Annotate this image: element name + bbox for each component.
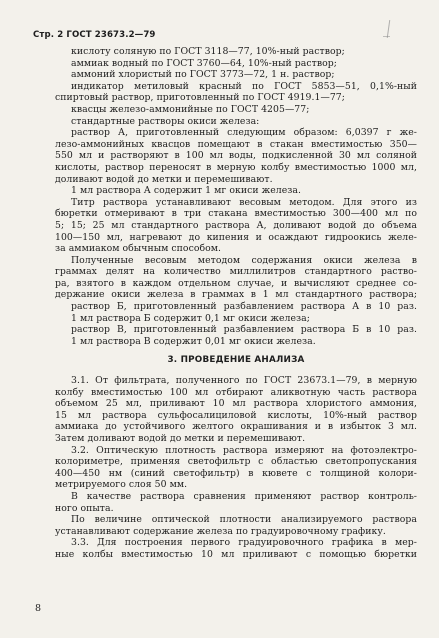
text-line: индикатор метиловый красный по ГОСТ 5853—51, 0,1%-ный (71, 80, 417, 92)
text-line: колбу вместимостью 100 мл отбирают аликвотную часть раствора (55, 386, 417, 398)
text-line: 3.3. Для построения первого градуировочного графика в мер- (71, 537, 417, 549)
document-body (55, 46, 417, 561)
text-line: кислоту соляную по ГОСТ 3118—77, 10%-ный раствор; (71, 46, 345, 57)
text-line: кислоты, раствор переносят в мерную колбу вместимостью 1000 мл, (55, 161, 417, 173)
text-line: бюретки отмеривают в три стакана вместимостью 300—400 мл по (55, 208, 417, 220)
text-line: 5; 15; 25 мл стандартного раствора А, доливают водой до объема (55, 219, 417, 231)
text-line: спиртовый раствор, приготовленный по ГОСТ 4919.1—77; (55, 92, 345, 104)
text-line: аммиака до устойчивого желтого окрашивания и в избыток 3 мл. (55, 421, 417, 433)
text-line: ного опыта. (55, 502, 114, 514)
text-line: доливают водой до метки и перемешивают. (55, 173, 273, 185)
text-line: 3.1. От фильтрата, полученного по ГОСТ 23673.1—79, в мерную (71, 375, 417, 387)
text-line: 550 мл и растворяют в 100 мл воды, подкисленной 30 мл соляной (55, 150, 417, 162)
text-line: ра, взятого в каждом отдельном случае, и вычисляют среднее со- (55, 277, 417, 289)
text-line: Титр раствора устанавливают весовым методом. Для этого из (71, 196, 417, 208)
page-number: 8 (35, 603, 42, 614)
text-line: ные колбы вместимостью 10 мл приливают с помощью бюретки (55, 548, 417, 560)
text-line: за аммиаком обычным способом. (55, 243, 222, 255)
text-line: квасцы железо-аммонийные по ГОСТ 4205—77; (71, 103, 310, 115)
text-line: стандартные растворы окиси железа: (71, 115, 260, 127)
text-line: аммиак водный по ГОСТ 3760—64, 10%-ный раствор; (71, 57, 337, 69)
text-line: Полученные весовым методом содержания окиси железа в (71, 254, 417, 266)
text-line: граммах делят на количество миллилитров стандартного раство- (55, 266, 417, 278)
text-line: колориметре, применяя светофильтр с областью светопропускания (55, 456, 417, 468)
text-line: раствор А, приготовленный следующим образом: 6,0397 г же- (71, 127, 417, 139)
text-line: 3.2. Оптическую плотность раствора измеряют на фотоэлектро- (71, 444, 417, 456)
text-line: 1 мл раствора Б содержит 0,1 мг окиси железа; (71, 312, 310, 324)
pencil-mark-tick (383, 36, 390, 37)
text-line: раствор Б, приготовленный разбавлением раствора А в 10 раз. (71, 301, 417, 313)
text-line: раствор В, приготовленный разбавлением раствора Б в 10 раз. (71, 324, 417, 336)
analysis-procedure (55, 375, 417, 561)
text-line: Затем доливают водой до метки и перемешивают. (55, 433, 306, 444)
text-line: 15 мл раствора сульфосалициловой кислоты, 10%-ный раствор (55, 409, 417, 421)
text-line: устанавливают содержание железа по градуировочному графику. (55, 525, 386, 537)
text-line: держание окиси железа в граммах в 1 мл стандартного раствора; (55, 289, 417, 301)
text-line: аммоний хлористый по ГОСТ 3773—72, 1 н. раствор; (71, 69, 335, 81)
text-line: 1 мл раствора В содержит 0,01 мг окиси железа. (71, 335, 316, 347)
text-line: 400—450 нм (синий светофильтр) в кювете с толщиной колори- (55, 467, 417, 479)
text-line: В качестве раствора сравнения применяют раствор контроль- (71, 490, 417, 502)
text-line: метрируемого слоя 50 мм. (55, 479, 188, 491)
text-line: 100—150 мл, нагревают до кипения и осаждают гидроокись желе- (55, 231, 417, 243)
text-line: объемом 25 мл, приливают 10 мл раствора хлористого аммония, (55, 398, 417, 410)
text-line: 1 мл раствора А содержит 1 мг окиси железа. (71, 185, 301, 197)
text-line: лезо-аммонийных квасцов помещают в стакан вместимостью 350— (55, 138, 417, 150)
text-line: По величине оптической плотности анализируемого раствора (71, 514, 417, 526)
reagents-list (55, 46, 417, 347)
page-header: Стр. 2 ГОСТ 23673.2—79 (33, 30, 156, 40)
section-title: 3. ПРОВЕДЕНИЕ АНАЛИЗА (167, 355, 305, 366)
